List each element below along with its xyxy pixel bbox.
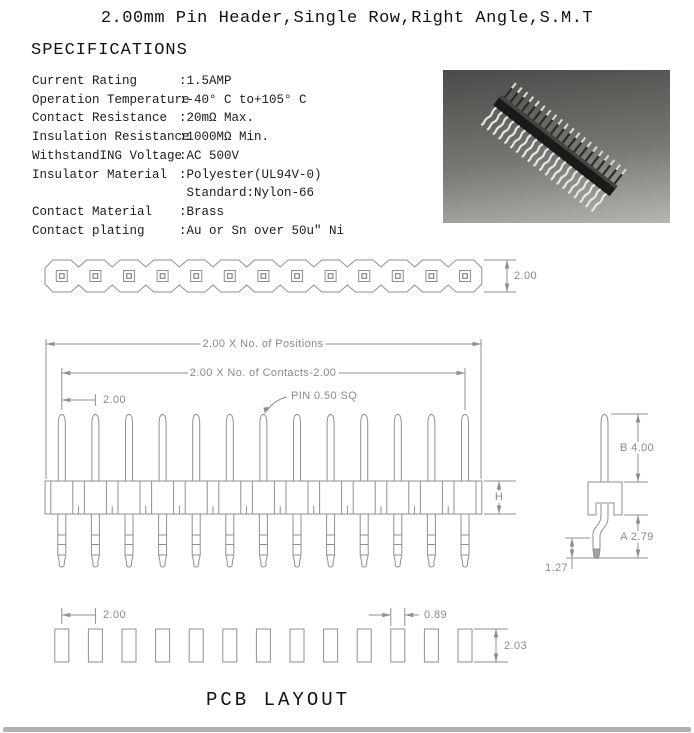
dim-label-pad-pitch: 2.00 — [103, 609, 127, 621]
specifications-heading: SPECIFICATIONS — [31, 41, 188, 60]
spec-value: :1000MΩ Min. — [179, 130, 270, 145]
spec-value: :AC 500V — [179, 148, 240, 163]
dim-label-pad-width: 0.89 — [424, 609, 448, 621]
spec-label: Contact plating — [32, 223, 145, 238]
dim-label-body-height: H — [494, 491, 504, 503]
spec-value: Standard:Nylon-66 — [179, 186, 315, 201]
side-view-drawing — [565, 414, 648, 569]
spec-value: :Au or Sn over 50u" Ni — [179, 223, 345, 238]
dim-label-positions: 2.00 X No. of Positions — [202, 338, 324, 350]
spec-value: :1.5AMP — [179, 74, 232, 88]
spec-label: Insulator Material — [32, 167, 168, 182]
spec-value: :Brass — [179, 204, 225, 219]
dim-label-pad-height: 2.03 — [504, 640, 528, 652]
dim-label-row-width: 2.00 — [514, 270, 538, 282]
spec-label: Contact Resistance — [32, 111, 168, 126]
spec-label: Insulation Resistance — [32, 130, 190, 145]
spec-value: :Polyester(UL94V-0) — [179, 167, 322, 182]
page-bottom-bar — [3, 727, 691, 732]
dim-label-contacts: 2.00 X No. of Contacts-2.00 — [189, 367, 337, 379]
page-title: 2.00mm Pin Header,Single Row,Right Angle,S.M.T — [100, 9, 594, 28]
spec-value: :-40° C to+105° C — [179, 92, 307, 107]
dim-label-pitch: 2.00 — [103, 394, 127, 406]
dim-label-pin-height: B 4.00 — [619, 442, 655, 454]
dim-label-foot: 1.27 — [544, 562, 568, 574]
dim-label-below-body: A 2.79 — [620, 531, 654, 543]
spec-label: WithstandING Voltage — [32, 148, 183, 163]
pcb-layout-caption: PCB LAYOUT — [206, 689, 351, 711]
pin-size-label: PIN 0.50 SQ — [291, 390, 358, 402]
top-view-drawing — [45, 260, 516, 292]
spec-label: Operation Temperature — [32, 92, 190, 107]
spec-label: Current Rating — [32, 74, 138, 88]
spec-label: Contact Material — [32, 204, 153, 219]
spec-value: :20mΩ Max. — [179, 111, 255, 126]
